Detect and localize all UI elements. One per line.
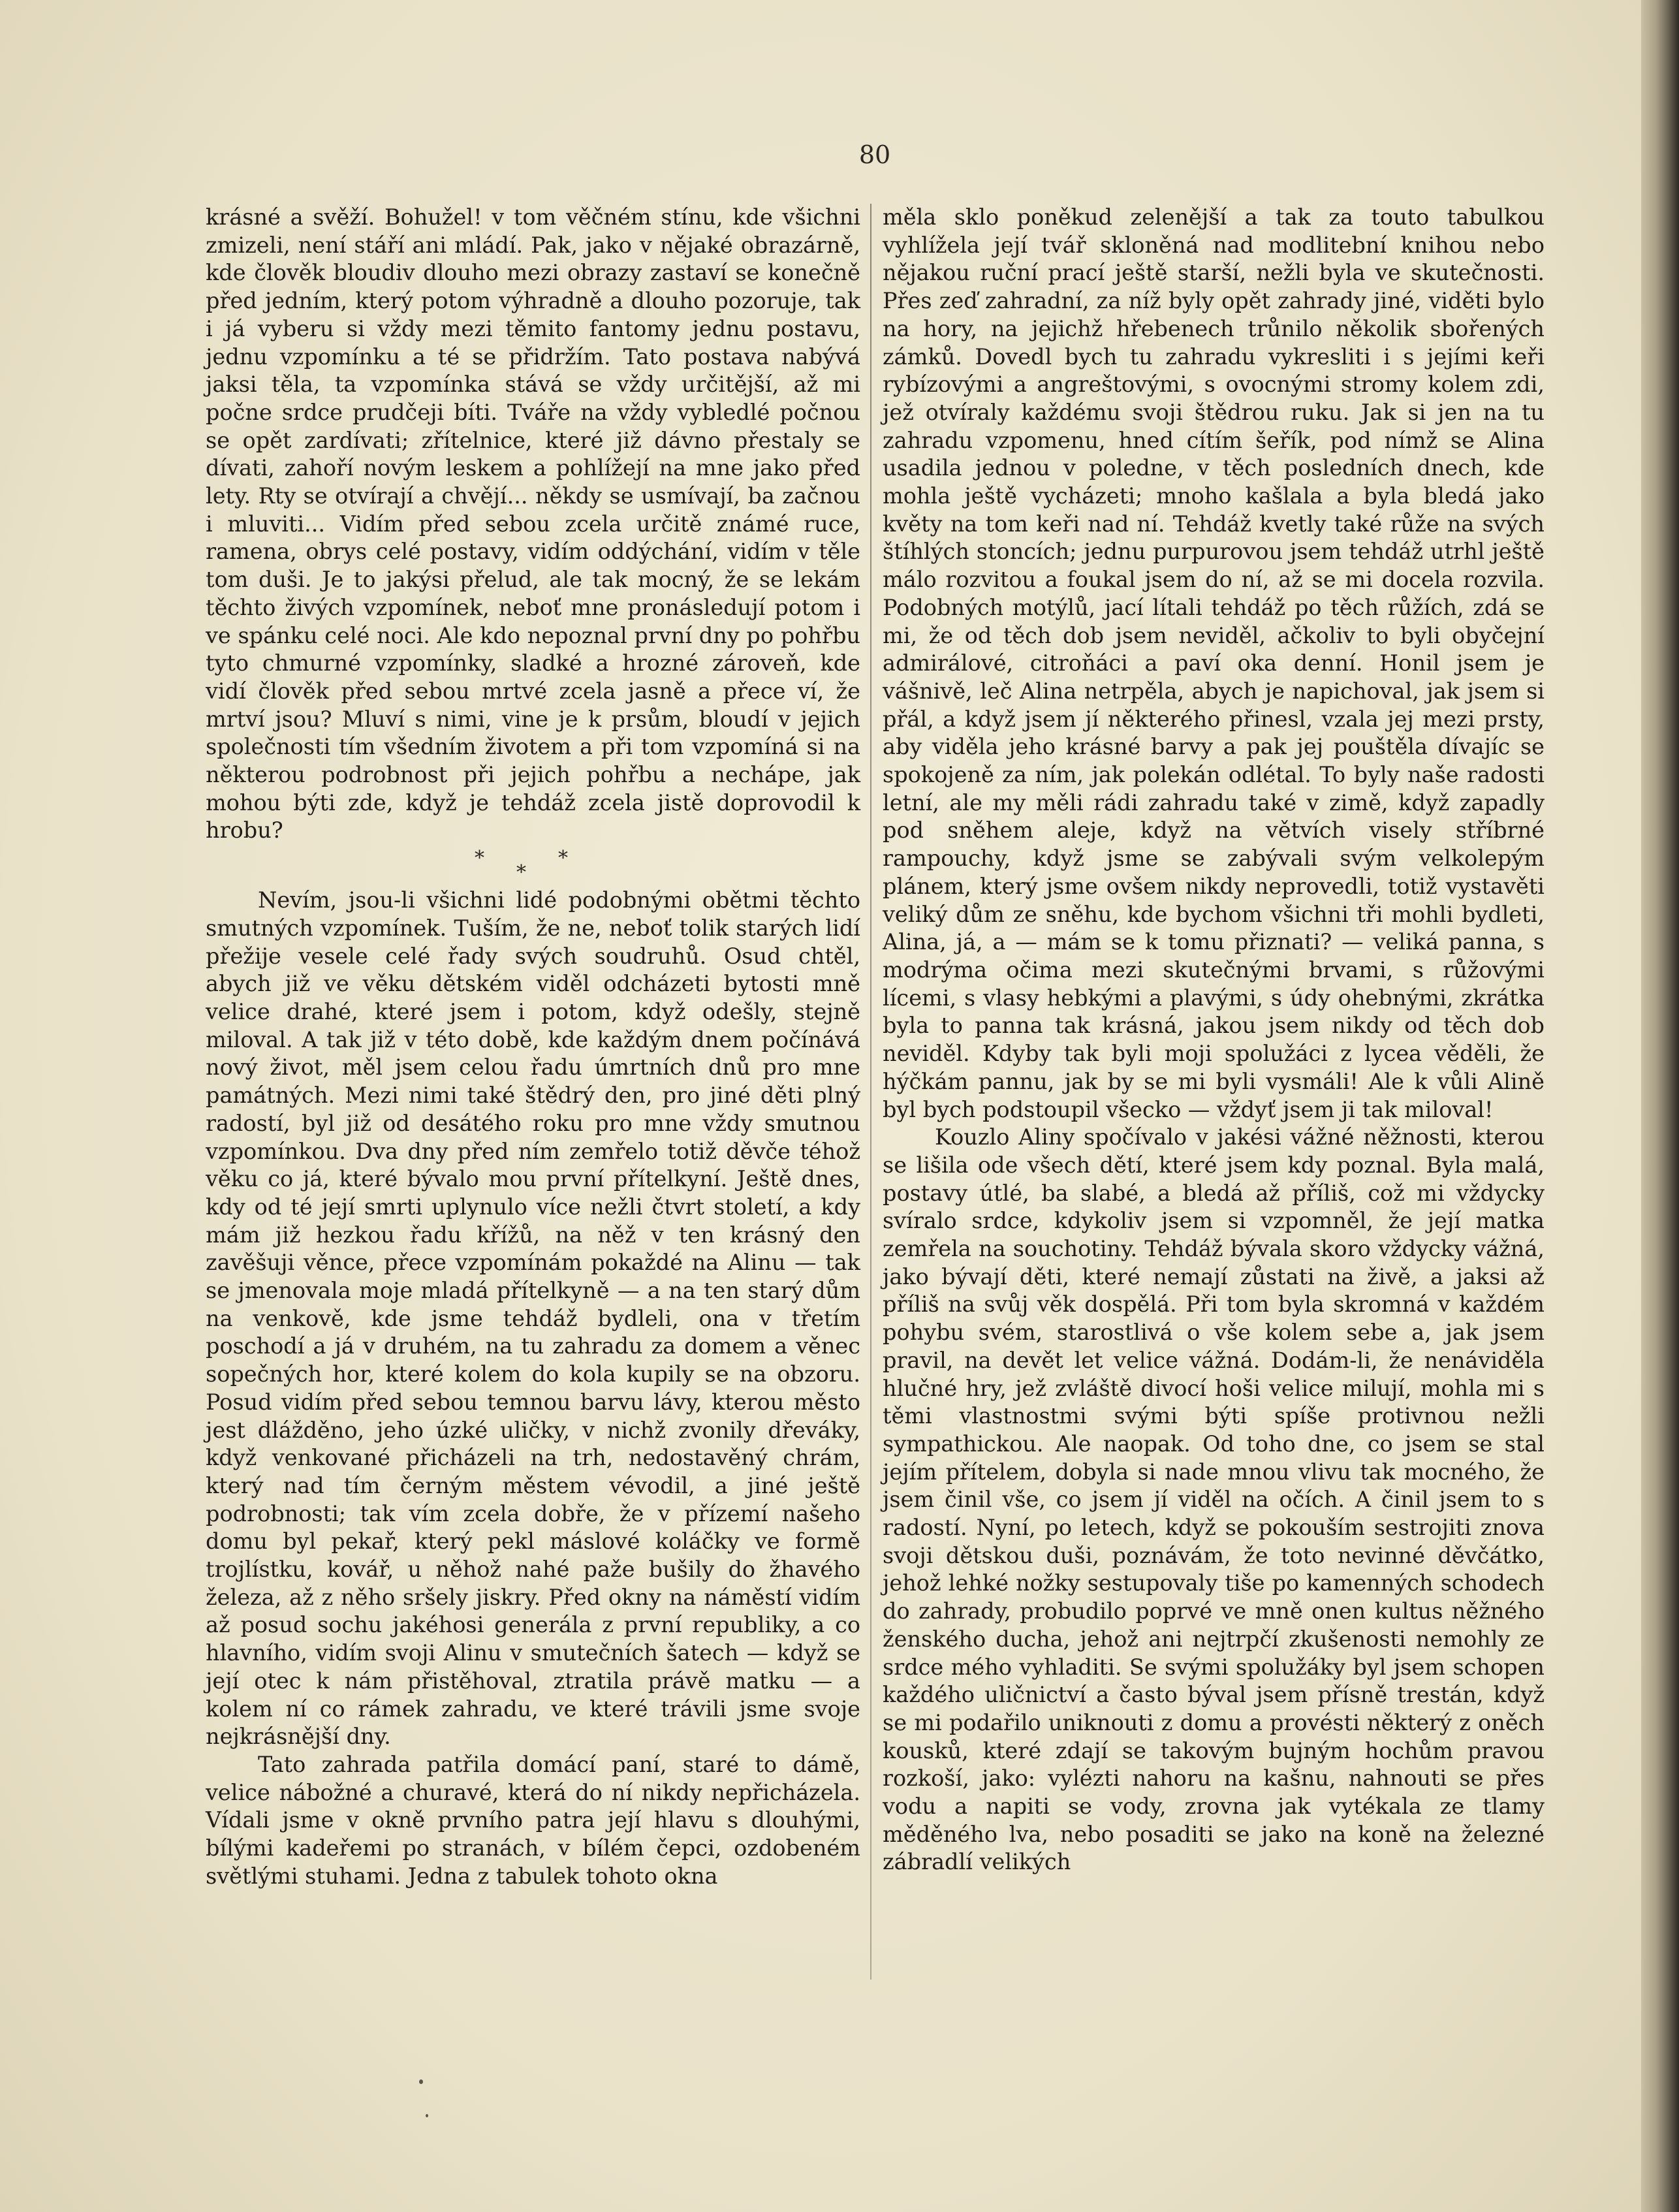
left-paragraph-3: Tato zahrada patřila domácí paní, staré to dámě, velice nábožné a churavé, která do ní nikdy nepřicházela. Vídali jsme v okně prvního patra její hlavu s dlouhými, bílými kadeřemi po stranách, v bílém čepci, ozdobeném světlými stuhami. Jedna z tabulek tohoto okna <box>206 1751 860 1889</box>
asterism-star-right: * <box>558 847 568 870</box>
right-column <box>883 204 1545 1876</box>
asterism-star-bottom: * <box>516 861 526 885</box>
paper-speck <box>419 2079 423 2084</box>
asterism-star-left: * <box>475 847 484 870</box>
paper-speck <box>426 2114 428 2117</box>
section-break-asterism <box>206 845 860 887</box>
page-number: 80 <box>858 140 891 169</box>
right-paragraph-2: Kouzlo Aliny spočívalo v jakési vážné něžnosti, kterou se lišila ode všech dětí, které jsem kdy poznal. Byla malá, postavy útlé, ba slabé, a bledá až příliš, což mi vždycky svíralo srdce, kdykoliv jsem si vzpomněl, že její matka zemřela na souchotiny. Tehdáž bývala skoro vždycky vážná, jako bývají děti, které nemají zůstati na živě, a jaksi až příliš na svůj věk dospělá. Při tom byla skromná v každém pohybu svém, starostlivá o vše kolem sebe a, jak jsem pravil, na devět let velice vážná. Dodám-li, že nenáviděla hlučné hry, jež zvláště divocí hoši velice milují, mohla mi s těmi vlastnostmi svými býti spíše protivnou nežli sympathickou. Ale naopak. Od toho dne, co jsem se stal jejím přítelem, dobyla si nade mnou vlivu tak mocného, že jsem činil vše, co jsem jí viděl na očích. A činil jsem to s radostí. Nyní, po letech, když se pokouším sestrojiti znova svoji dětskou duši, poznávám, že toto nevinné děvčátko, jehož lehké nožky sestupovaly tiše po kamenných schodech do zahrady, probudilo poprvé ve mně onen kultus něžného ženského ducha, jehož ani nejtrpčí zkušenosti nemohly ze srdce mého vyhladiti. Se svými spolužáky byl jsem schopen každého uličnictví a často býval jsem přísně trestán, když se mi podařilo uniknouti z domu a provésti některý z oněch kousků, které zdají se takovým bujným hochům pravou rozkoší, jako: vylézti nahoru na kašnu, nahnouti se přes vodu a napiti se vody, zrovna jak vytékala ze tlamy měděného lva, nebo posaditi se jako na koně na železné zábradlí velikých <box>883 1124 1545 1875</box>
left-column <box>206 204 860 1890</box>
left-paragraph-2: Nevím, jsou-li všichni lidé podobnými obětmi těchto smutných vzpomínek. Tuším, že ne, neboť tolik starých lidí přežije vesele celé řady svých soudruhů. Osud chtěl, abych již ve věku dětském viděl odcházeti bytosti mně velice drahé, které jsem i potom, když odešly, stejně miloval. A tak již v této době, kde každým dnem počínává nový život, měl jsem celou řadu úmrtních dnů pro mne památných. Mezi nimi také štědrý den, pro jiné děti plný radostí, byl již od desátého roku pro mne vždy smutnou vzpomínkou. Dva dny před ním zemřelo totiž děvče téhož věku co já, které bývalo mou první přítelkyní. Ještě dnes, kdy od té její smrti uplynulo více nežli čtvrt století, a kdy mám již hezkou řadu křížů, na něž v ten krásný den zavěšuji věnce, přece vzpomínám pokaždé na Alinu — tak se jmenovala moje mladá přítelkyně — a na ten starý dům na venkově, kde jsme tehdáž bydleli, ona v třetím poschodí a já v druhém, na tu zahradu za domem a věnec sopečných hor, které kolem do kola kupily se na obzoru. Posud vidím před sebou temnou barvu lávy, kterou město jest dlážděno, jeho úzké uličky, v nichž zvonily dřeváky, když venkované přicházeli na trh, nedostavěný chrám, který nad tím černým městem vévodil, a jiné ještě podrobnosti; tak vím zcela dobře, že v přízemí našeho domu byl pekař, který pekl máslové koláčky ve formě trojlístku, kovář, u něhož nahé paže bušily do žhavého železa, až z něho sršely jiskry. Před okny na náměstí vidím až posud sochu jakéhosi generála z první republiky, a co hlavního, vidím svoji Alinu v smutečních šatech — když se její otec k nám přistěhoval, ztratila právě matku — a kolem ní co rámek zahradu, ve které trávili jsme svoje nejkrásnější dny. <box>206 887 860 1750</box>
book-spine-edge <box>1641 0 1679 2212</box>
column-divider <box>870 204 871 1980</box>
left-paragraph-1: krásné a svěží. Bohužel! v tom věčném stínu, kde všichni zmizeli, není stáří ani mládí. Pak, jako v nějaké obrazárně, kde člověk bloudiv dlouho mezi obrazy zastaví se konečně před jedním, který potom výhradně a dlouho pozoruje, tak i já vyberu si vždy mezi těmito fantomy jednu postavu, jednu vzpomínku a té se přidržím. Tato postava nabývá jaksi těla, ta vzpomínka stává se vždy určitější, až mi počne srdce prudčeji bíti. Tváře na vždy vybledlé počnou se opět zardívati; zřítelnice, které již dávno přestaly se dívati, zahoří novým leskem a pohlížejí na mne jako před lety. Rty se otvírají a chvějí... někdy se usmívají, ba začnou i mluviti... Vidím před sebou zcela určitě známé ruce, ramena, obrys celé postavy, vidím oddýchání, vidím v těle tom duši. Je to jakýsi přelud, ale tak mocný, že se lekám těchto živých vzpomínek, neboť mne pronásledují potom i ve spánku celé noci. Ale kdo nepoznal první dny po pohřbu tyto chmurné vzpomínky, sladké a hrozné zároveň, kde vidí člověk před sebou mrtvé zcela jasně a přece ví, že mrtví jsou? Mluví s nimi, vine je k prsům, bloudí v jejich společnosti tím všedním životem a při tom vzpomíná si na některou podrobnost při jejich pohřbu a nechápe, jak mohou býti zde, když je tehdáž zcela jistě doprovodil k hrobu? <box>206 204 860 844</box>
right-paragraph-1: měla sklo poněkud zelenější a tak za touto tabulkou vyhlížela její tvář skloněná nad modlitební knihou nebo nějakou ruční prací ještě starší, nežli byla ve skutečnosti. Přes zeď zahradní, za níž byly opět zahrady jiné, viděti bylo na hory, na jejichž hřebenech trůnilo několik sbořených zámků. Dovedl bych tu zahradu vykresliti i s jejími keři rybízovými a angreštovými, s ovocnými stromy kolem zdi, jež otvíraly každému svoji štědrou ruku. Jak si jen na tu zahradu vzpomenu, hned cítím šeřík, pod nímž se Alina usadila jednou v poledne, v těch posledních dnech, kde mohla ještě vycházeti; mnoho kašlala a byla bledá jako květy na tom keři nad ní. Tehdáž kvetly také růže na svých štíhlých stoncích; jednu purpurovou jsem tehdáž utrhl ještě málo rozvitou a foukal jsem do ní, až se mi docela rozvila. Podobných motýlů, jací lítali tehdáž po těch růžích, zdá se mi, že od těch dob jsem neviděl, ačkoliv to byli obyčejní admirálové, citroňáci a paví oka denní. Honil jsem je vášnivě, leč Alina netrpěla, abych je napichoval, jak jsem si přál, a když jsem jí některého přinesl, vzala jej mezi prsty, aby viděla jeho krásné barvy a pak jej pouštěla dívajíc se spokojeně za ním, jak polekán odlétal. To byly naše radosti letní, ale my měli rádi zahradu také v zimě, když zapadly pod sněhem aleje, když na větvích visely stříbrné rampouchy, když jsme se zabývali svým velkolepým plánem, který jsme ovšem nikdy neprovedli, totiž vystavěti veliký dům ze sněhu, kde bychom všichni tři mohli bydleti, Alina, já, a — mám se k tomu přiznati? — veliká panna, s modrýma očima mezi skutečnými brvami, s růžovými lícemi, s vlasy hebkými a plavými, s údy ohebnými, zkrátka byla to panna tak krásná, jakou jsem nikdy od těch dob neviděl. Kdyby tak byli moji spolužáci z lycea věděli, že hýčkám pannu, jak by se mi byli vysmáli! Ale k vůli Alině byl bych podstoupil všecko — vždyť jsem ji tak miloval! <box>883 204 1545 1122</box>
